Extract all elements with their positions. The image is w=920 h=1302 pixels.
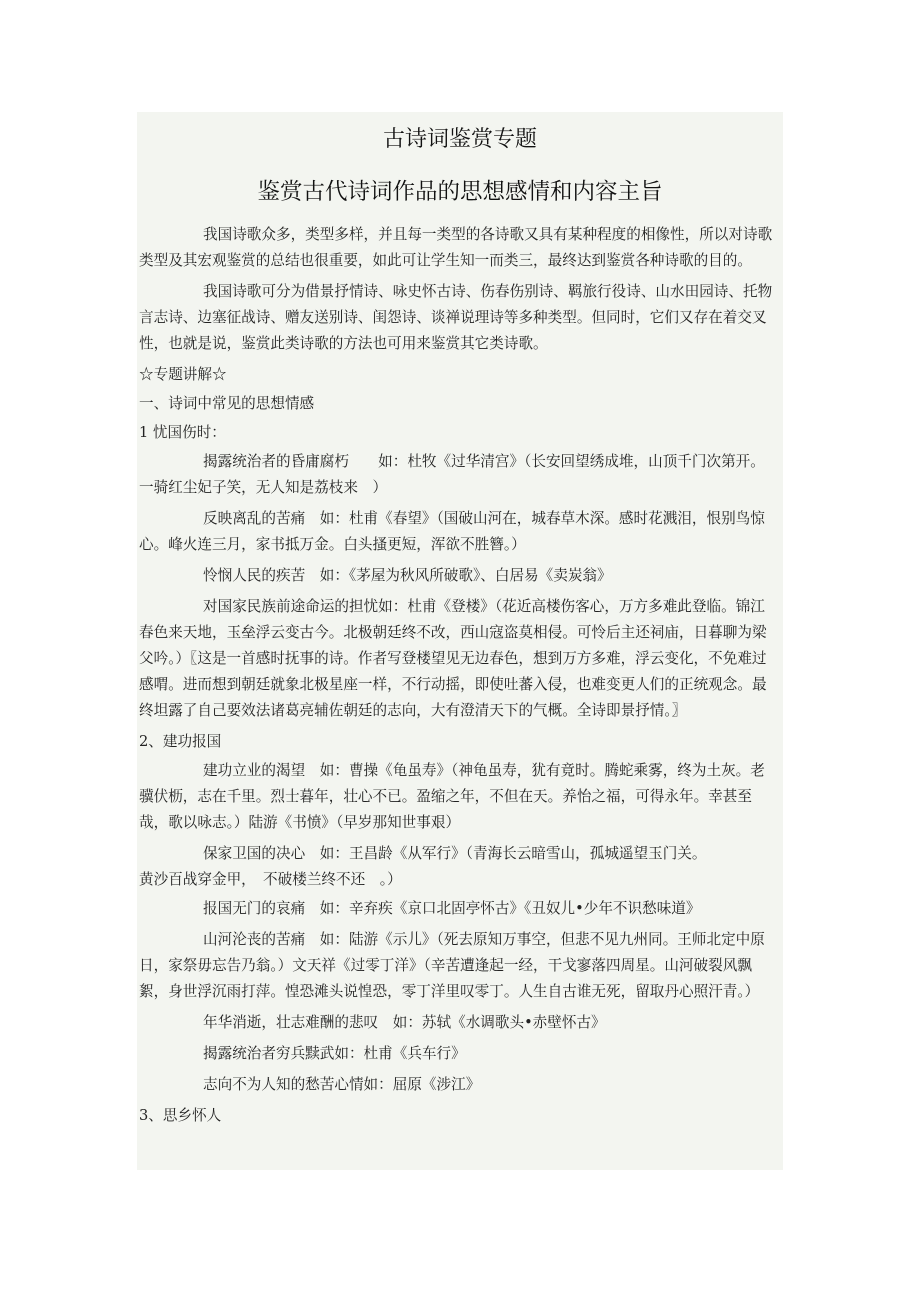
list-item: 年华消逝，壮志难酬的悲叹 如：苏轼《水调歌头•赤壁怀古》: [203, 1014, 606, 1031]
list-item: 揭露统治者穷兵黩武如：杜甫《兵车行》: [203, 1045, 466, 1062]
list-item-continuation: 黄沙百战穿金甲， 不破楼兰终不还 。）: [139, 871, 402, 888]
document-body: [139, 222, 779, 1132]
list-item: 建功立业的渴望 如：曹操《龟虽寿》（神龟虽寿，犹有竟时。腾蛇乘雾，终为土灰。老骥伏枥，志在千里。烈士暮年，壮心不已。盈缩之年，不但在天。养怡之福，可得永年。幸甚至哉，歌以咏志。）陆游《书愤》（早岁那知世事艰）: [139, 762, 765, 831]
section-marker: ☆专题讲解☆: [139, 366, 227, 383]
list-item: 志向不为人知的愁苦心情如：屈原《涉江》: [203, 1076, 481, 1093]
list-item: 揭露统治者的昏庸腐朽 如：杜牧《过华清宫》（长安回望绣成堆，山顶千门次第开。 一骑红尘妃子笑，无人知是荔枝来 ）: [139, 453, 773, 496]
subsection-heading: 3、思乡怀人: [139, 1107, 222, 1124]
document-subtitle: 鉴赏古代诗词作品的思想感情和内容主旨: [257, 179, 663, 205]
subsection-heading: 2、建功报国: [139, 733, 222, 750]
list-item: 怜悯人民的疾苦 如：《茅屋为秋风所破歌》、白居易《卖炭翁》: [203, 567, 612, 584]
list-item: 保家卫国的决心 如：王昌龄《从军行》（青海长云暗雪山，孤城遥望玉门关。: [203, 845, 707, 862]
section-heading: 一、诗词中常见的思想情感: [139, 395, 315, 412]
list-item: 山河沦丧的苦痛 如：陆游《示儿》（死去原知万事空，但悲不见九州同。王师北定中原日，家祭毋忘告乃翁。）文天祥《过零丁洋》（辛苦遭逢起一经，干戈寥落四周星。山河破裂风飘絮，身世浮沉雨打萍。惶恐滩头说惶恐，零丁洋里叹零丁。人生自古谁无死，留取丹心照汗青。）: [139, 931, 765, 1000]
subsection-heading: 1 忧国伤时：: [139, 424, 226, 441]
list-item: 反映离乱的苦痛 如：杜甫《春望》（国破山河在，城春草木深。感时花溅泪，恨别鸟惊心。峰火连三月，家书抵万金。白头搔更短，浑欲不胜簪。）: [139, 510, 765, 553]
list-item: 对国家民族前途命运的担忧如：杜甫《登楼》（花近高楼伤客心，万方多难此登临。锦江春色来天地，玉垒浮云变古今。北极朝廷终不改，西山寇盗莫相侵。可怜后主还祠庙，日暮聊为梁父吟。）〖这是一首感时抚事的诗。作者写登楼望见无边春色，想到万方多难，浮云变化，不免难过感喟。进而想到朝廷就象北极星座一样，不行动摇，即使吐蕃入侵，也难变更人们的正统观念。最终坦露了自己要效法诸葛亮辅佐朝廷的志向，大有澄清天下的气概。全诗即景抒情。〗: [139, 598, 767, 719]
intro-paragraph: 我国诗歌可分为借景抒情诗、咏史怀古诗、伤春伤别诗、羁旅行役诗、山水田园诗、托物言志诗、边塞征战诗、赠友送别诗、闺怨诗、谈禅说理诗等多种类型。但同时，它们又存在着交叉性，也就是说，鉴赏此类诗歌的方法也可用来鉴赏其它类诗歌。: [139, 283, 773, 352]
list-item: 报国无门的哀痛 如：辛弃疾《京口北固亭怀古》《丑奴儿•少年不识愁味道》: [203, 900, 701, 917]
document-title: 古诗词鉴赏专题: [382, 127, 537, 152]
intro-paragraph: 我国诗歌众多，类型多样，并且每一类型的各诗歌又具有某种程度的相像性，所以对诗歌类型及其宏观鉴赏的总结也很重要，如此可让学生知一而类三，最终达到鉴赏各种诗歌的目的。: [139, 226, 773, 269]
document-page: [137, 112, 783, 1170]
